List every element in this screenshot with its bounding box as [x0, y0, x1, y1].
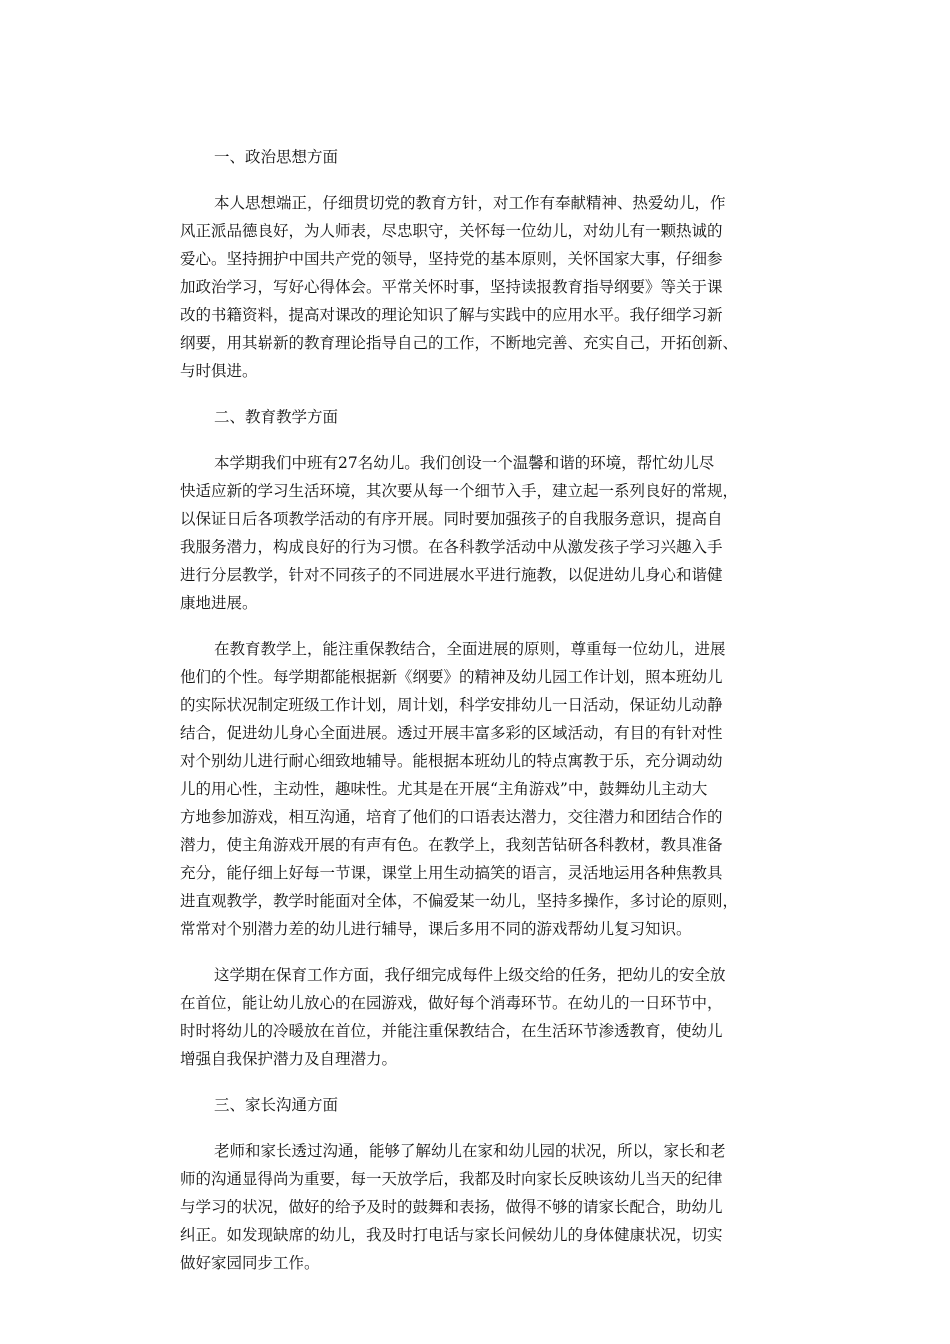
text-line: 结合，促进幼儿身心全面进展。透过开展丰富多彩的区域活动，有目的有针对性 — [180, 724, 723, 742]
text-line: 纲要，用其崭新的教育理论指导自己的工作，不断地完善、充实自己，开拓创新、 — [180, 334, 739, 352]
paragraph-parents — [180, 1137, 780, 1277]
paragraph-teaching-intro — [180, 449, 780, 617]
text-line: 对个别幼儿进行耐心细致地辅导。能根据本班幼儿的特点寓教于乐，充分调动幼 — [180, 752, 723, 770]
text-line: 本人思想端正，仔细贯切党的教育方针，对工作有奉献精神、热爱幼儿，作 — [214, 194, 726, 212]
paragraph-teaching-method — [180, 635, 780, 943]
text-line: 儿的用心性，主动性，趣味性。尤其是在开展“主角游戏”中，鼓舞幼儿主动大 — [180, 780, 708, 798]
text-line: 我服务潜力，构成良好的行为习惯。在各科教学活动中从激发孩子学习兴趣入手 — [180, 538, 723, 556]
text-line: 老师和家长透过沟通，能够了解幼儿在家和幼儿园的状况，所以，家长和老 — [214, 1142, 726, 1160]
document-body — [180, 143, 780, 1277]
text-line: 常常对个别潜力差的幼儿进行辅导，课后多用不同的游戏帮幼儿复习知识。 — [180, 920, 692, 938]
text-line: 快适应新的学习生活环境，其次要从每一个细节入手，建立起一系列良好的常规， — [180, 482, 739, 500]
text-line: 改的书籍资料，提高对课改的理论知识了解与实践中的应用水平。我仔细学习新 — [180, 306, 723, 324]
section-heading-parents: 三、家长沟通方面 — [214, 1096, 339, 1114]
text-line: 增强自我保护潜力及自理潜力。 — [180, 1050, 398, 1068]
text-line: 时时将幼儿的冷暖放在首位，并能注重保教结合，在生活环节渗透教育，使幼儿 — [180, 1022, 723, 1040]
text-line: 爱心。坚持拥护中国共产党的领导，坚持党的基本原则，关怀国家大事，仔细参 — [180, 250, 723, 268]
text-line: 师的沟通显得尚为重要，每一天放学后，我都及时向家长反映该幼儿当天的纪律 — [180, 1170, 723, 1188]
text-line: 这学期在保育工作方面，我仔细完成每件上级交给的任务，把幼儿的安全放 — [214, 966, 726, 984]
text-line: 进直观教学，教学时能面对全体，不偏爱某一幼儿，坚持多操作，多讨论的原则， — [180, 892, 739, 910]
text-line: 康地进展。 — [180, 594, 258, 612]
text-line: 与学习的状况，做好的给予及时的鼓舞和表扬，做得不够的请家长配合，助幼儿 — [180, 1198, 723, 1216]
text-line: 做好家园同步工作。 — [180, 1254, 320, 1272]
text-line: 以保证日后各项教学活动的有序开展。同时要加强孩子的自我服务意识，提高自 — [180, 510, 723, 528]
text-line: 在首位，能让幼儿放心的在园游戏，做好每个消毒环节。在幼儿的一日环节中， — [180, 994, 723, 1012]
text-line: 本学期我们中班有27名幼儿。我们创设一个温馨和谐的环境，帮忙幼儿尽 — [214, 454, 715, 472]
text-line: 在教育教学上，能注重保教结合，全面进展的原则，尊重每一位幼儿，进展 — [214, 640, 726, 658]
section-heading-political: 一、政治思想方面 — [214, 148, 339, 166]
section-heading-teaching: 二、教育教学方面 — [214, 408, 339, 426]
paragraph-political — [180, 189, 780, 385]
text-line: 与时俱进。 — [180, 362, 258, 380]
text-line: 的实际状况制定班级工作计划，周计划，科学安排幼儿一日活动，保证幼儿动静 — [180, 696, 723, 714]
text-line: 方地参加游戏，相互沟通，培育了他们的口语表达潜力，交往潜力和团结合作的 — [180, 808, 723, 826]
text-line: 潜力，使主角游戏开展的有声有色。在教学上，我刻苦钻研各科教材，教具准备 — [180, 836, 723, 854]
text-line: 风正派品德良好，为人师表，尽忠职守，关怀每一位幼儿，对幼儿有一颗热诚的 — [180, 222, 723, 240]
paragraph-care-work — [180, 961, 780, 1073]
text-line: 纠正。如发现缺席的幼儿，我及时打电话与家长问候幼儿的身体健康状况，切实 — [180, 1226, 723, 1244]
text-line: 加政治学习，写好心得体会。平常关怀时事，坚持读报教育指导纲要》等关于课 — [180, 278, 723, 296]
text-line: 充分，能仔细上好每一节课，课堂上用生动搞笑的语言，灵活地运用各种焦教具 — [180, 864, 723, 882]
text-line: 进行分层教学，针对不同孩子的不同进展水平进行施教，以促进幼儿身心和谐健 — [180, 566, 723, 584]
text-line: 他们的个性。每学期都能根据新《纲要》的精神及幼儿园工作计划，照本班幼儿 — [180, 668, 723, 686]
